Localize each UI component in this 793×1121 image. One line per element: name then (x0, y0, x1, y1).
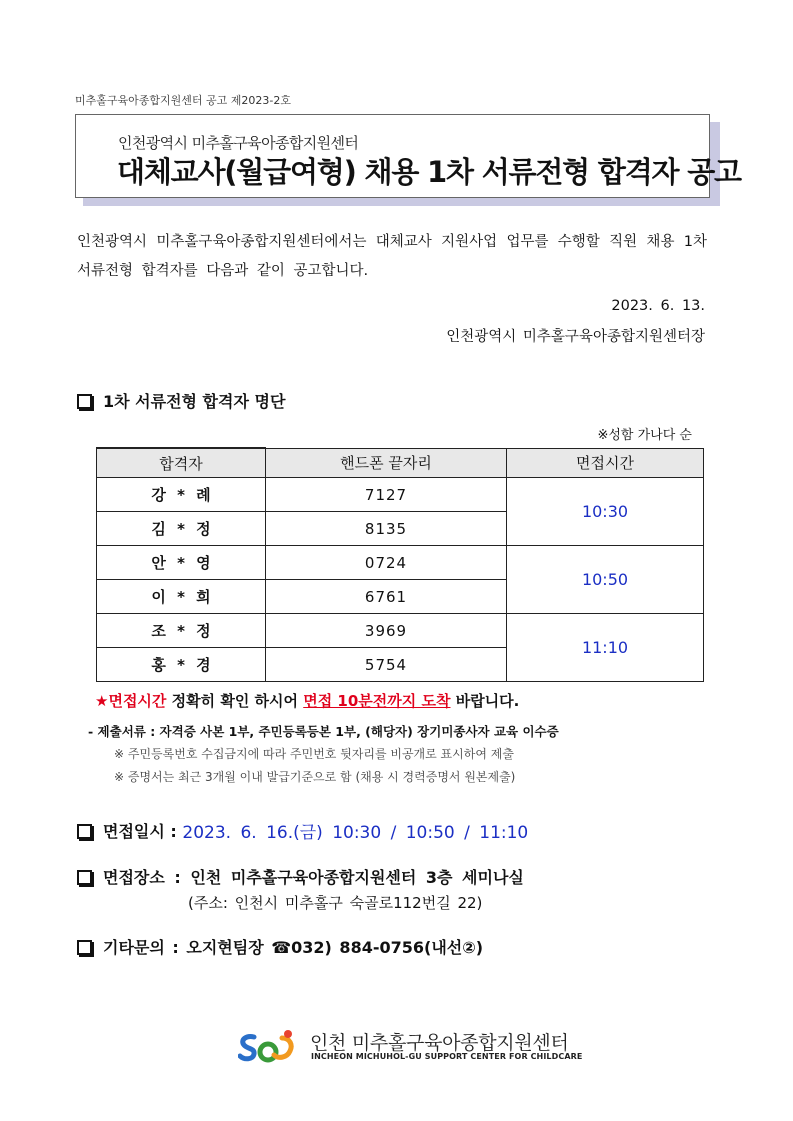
sort-note: ※성함 가나다 순 (597, 428, 692, 443)
center-logo-icon (238, 1028, 298, 1066)
notice-emphasis: 면접 10분전까지 도착 (303, 692, 451, 710)
checkbox-square-icon (77, 940, 92, 955)
interview-time: 11:10 (507, 614, 704, 682)
interview-date-value: 2023. 6. 16.(금) 10:30 / 10:50 / 11:10 (182, 823, 529, 843)
notice-text-end: 바랍니다. (450, 692, 520, 710)
section-title: 1차 서류전형 합격자 명단 (103, 392, 286, 411)
passer-name: 안 * 영 (97, 546, 266, 580)
passer-name: 조 * 정 (97, 614, 266, 648)
interview-date-line (77, 818, 528, 843)
phone-last-digits: 5754 (266, 648, 507, 682)
document-note: ※ 주민등록번호 수집금지에 따라 주민번호 뒷자리를 비공개로 표시하여 제출 (114, 747, 514, 761)
phone-last-digits: 6761 (266, 580, 507, 614)
center-logo-english: INCHEON MICHUHOL-GU SUPPORT CENTER FOR CHILDCARE (311, 1052, 583, 1061)
checkbox-square-icon (77, 394, 92, 409)
column-header-phone: 핸드폰 끝자리 (266, 448, 507, 478)
phone-last-digits: 8135 (266, 512, 507, 546)
section-passers-heading (77, 389, 285, 412)
column-header-name: 합격자 (97, 448, 266, 478)
interview-address: (주소: 인천시 미추홀구 숙골로112번길 22) (188, 894, 483, 912)
checkbox-square-icon (77, 870, 92, 885)
table-row (97, 478, 704, 512)
organization-head: 인천광역시 미추홀구육아종합지원센터장 (446, 329, 705, 345)
document-note: ※ 증명서는 최근 3개월 이내 발급기준으로 함 (채용 시 경력증명서 원본제출) (114, 770, 516, 784)
page-title: 대체교사(월급여형) 채용 1차 서류전형 합격자 공고 (117, 155, 741, 189)
announcement-date: 2023. 6. 13. (611, 298, 705, 314)
inquiry-line (77, 935, 483, 958)
phone-last-digits: 0724 (266, 546, 507, 580)
required-documents: - 제출서류 : 자격증 사본 1부, 주민등록등본 1부, (해당자) 장기미종사자 교육 이수증 (88, 724, 559, 739)
passer-name: 홍 * 경 (97, 648, 266, 682)
passers-table (96, 447, 704, 682)
interview-time: 10:30 (507, 478, 704, 546)
interview-date-label: 면접일시 : (103, 822, 177, 841)
notice-text: 정확히 확인 하시어 (166, 692, 304, 710)
star-icon: ★ (95, 692, 109, 710)
title-subtitle: 인천광역시 미추홀구육아종합지원센터 (118, 134, 359, 152)
notice-highlight: 면접시간 (108, 692, 167, 710)
passer-name: 강 * 례 (97, 478, 266, 512)
inquiry-value: 오지현팀장 ☎032) 884-0756(내선②) (186, 938, 484, 957)
passer-name: 이 * 희 (97, 580, 266, 614)
center-logo-text: 인천 미추홀구육아종합지원센터 (310, 1032, 569, 1054)
checkbox-square-icon (77, 824, 92, 839)
table-row (97, 614, 704, 648)
arrival-notice (95, 690, 519, 711)
inquiry-label: 기타문의 : (103, 938, 179, 957)
table-row (97, 546, 704, 580)
intro-paragraph: 인천광역시 미추홀구육아종합지원센터에서는 대체교사 지원사업 업무를 수행할 직원 채용 1차 서류전형 합격자를 다음과 같이 공고합니다. (77, 234, 707, 279)
interview-time: 10:50 (507, 546, 704, 614)
table-header-row (97, 448, 704, 478)
interview-place-label: 면접장소 : (103, 868, 181, 887)
phone-last-digits: 3969 (266, 614, 507, 648)
document-number: 미추홀구육아종합지원센터 공고 제2023-2호 (75, 94, 291, 107)
column-header-time: 면접시간 (507, 448, 704, 478)
interview-place-line (77, 865, 524, 888)
phone-last-digits: 7127 (266, 478, 507, 512)
passer-name: 김 * 정 (97, 512, 266, 546)
interview-place-value: 인천 미추홀구육아종합지원센터 3층 세미나실 (190, 868, 524, 887)
